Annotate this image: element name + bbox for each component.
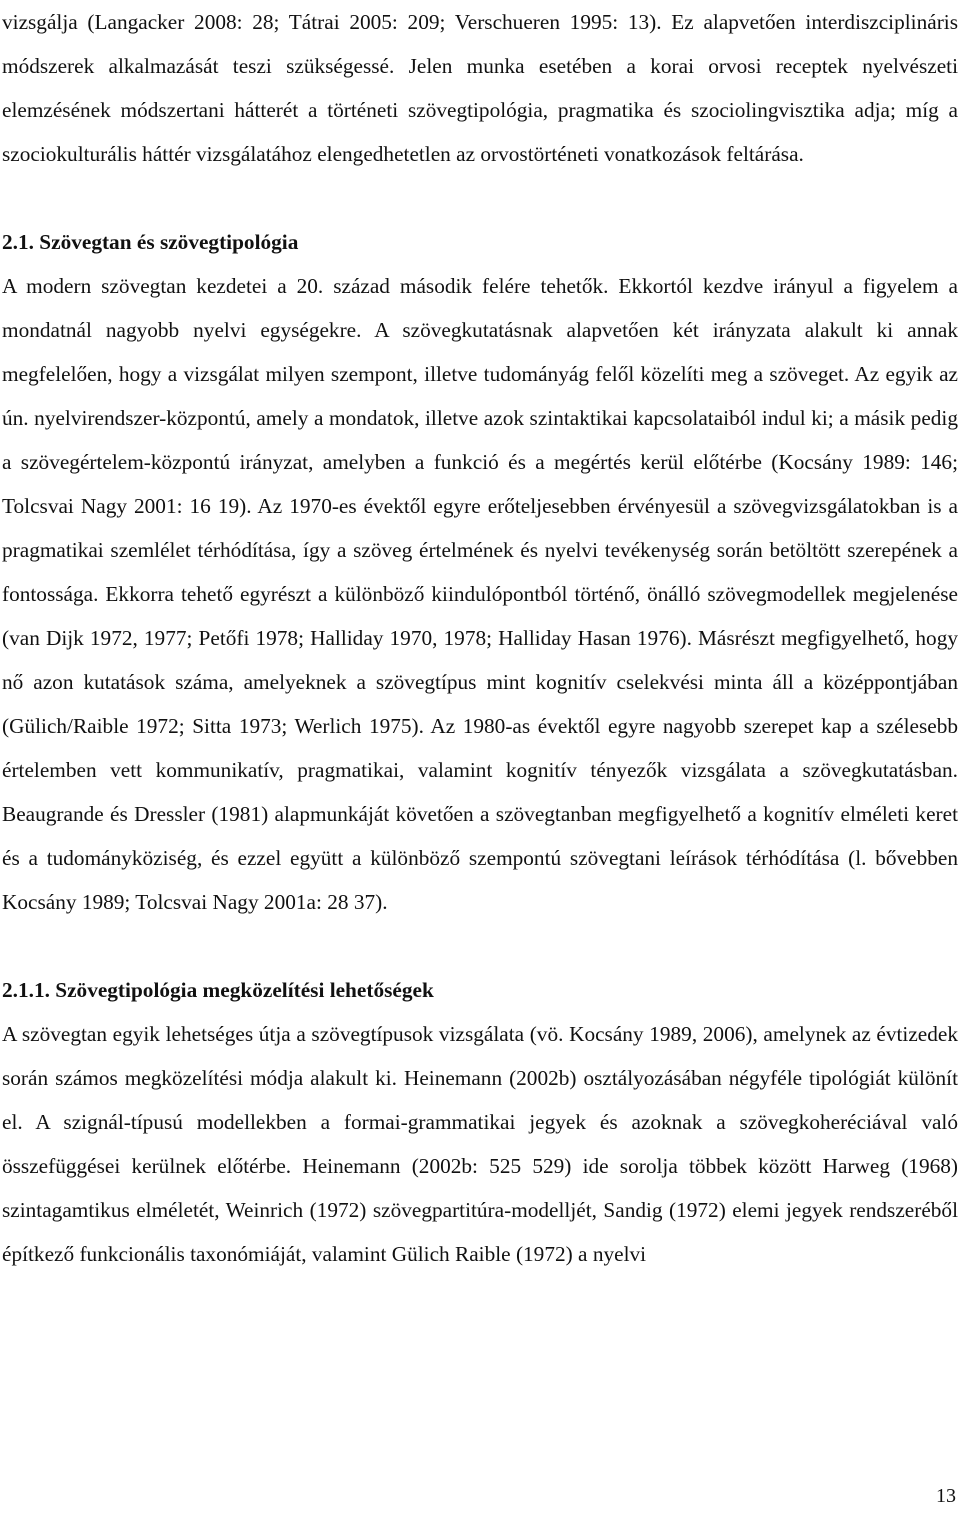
page-number: 13 bbox=[936, 1485, 956, 1507]
subsection-heading: 2.1.1. Szövegtipológia megközelítési lehetőségek bbox=[2, 978, 434, 1002]
spacer bbox=[2, 924, 958, 968]
intro-paragraph: vizsgálja (Langacker 2008: 28; Tátrai 2005: 209; Verschueren 1995: 13). Ez alapvetően interdiszciplináris módszerek alkalmazását teszi szükségessé. Jelen munka esetében a korai orvosi receptek nyelvészeti elemzésének módszertani hátterét a történeti szövegtipológia, pragmatika és szociolingvisztika adja; míg a szociokulturális háttér vizsgálatához elengedhetetlen az orvostörténeti vonatkozások feltárása. bbox=[2, 10, 958, 166]
spacer bbox=[2, 176, 958, 220]
document-page bbox=[2, 0, 958, 1276]
section-paragraph: A modern szövegtan kezdetei a 20. század második felére tehetők. Ekkortól kezdve irányul a figyelem a mondatnál nagyobb nyelvi egységekre. A szövegkutatásnak alapvetően két irányzata alakult ki annak megfelelően, hogy a vizsgálat milyen szempont, illetve tudományág felől közelíti meg a szöveget. Az egyik az ún. nyelvirendszer-központú, amely a mondatok, illetve azok szintaktikai kapcsolataiból indul ki; a másik pedig a szövegértelem-központú irányzat, amelyben a funkció és a megértés kerül előtérbe (Kocsány 1989: 146; Tolcsvai Nagy 2001: 16 19). Az 1970-es évektől egyre erőteljesebben érvényesül a szövegvizsgálatokban is a pragmatikai szemlélet térhódítása, így a szöveg értelmének és nyelvi tevékenység során betöltött szerepének a fontossága. Ekkorra tehető egyrészt a különböző kiindulópontból történő, önálló szövegmodellek megjelenése (van Dijk 1972, 1977; Petőfi 1978; Halliday 1970, 1978; Halliday Hasan 1976). Másrészt megfigyelhető, hogy nő azon kutatások száma, amelyeknek a szövegtípus mint kognitív cselekvési minta áll a középpontjában (Gülich/Raible 1972; Sitta 1973; Werlich 1975). Az 1980-as évektől egyre nagyobb szerepet kap a szélesebb értelemben vett kommunikatív, pragmatikai, valamint kognitív tényezők vizsgálata a szövegkutatásban. Beaugrande és Dressler (1981) alapmunkáját követően a szövegtanban megfigyelhető a kognitív elméleti keret és a tudományköziség, és ezzel együtt a különböző szempontú szövegtani leírások térhódítása (l. bővebben Kocsány 1989; Tolcsvai Nagy 2001a: 28 37). bbox=[2, 274, 958, 914]
section-heading: 2.1. Szövegtan és szövegtipológia bbox=[2, 230, 299, 254]
subsection-paragraph: A szövegtan egyik lehetséges útja a szövegtípusok vizsgálata (vö. Kocsány 1989, 2006), amelynek az évtizedek során számos megközelítési módja alakult ki. Heinemann (2002b) osztályozásában négyféle tipológiát különít el. A szignál-típusú modellekben a formai-grammatikai jegyek és azoknak a szövegkoheréciával való összefüggései kerülnek előtérbe. Heinemann (2002b: 525 529) ide sorolja többek között Harweg (1968) szintagamtikus elméletét, Weinrich (1972) szövegpartitúra-modelljét, Sandig (1972) elemi jegyek rendszeréből építkező funkcionális taxonómiáját, valamint Gülich Raible (1972) a nyelvi bbox=[2, 1022, 958, 1266]
